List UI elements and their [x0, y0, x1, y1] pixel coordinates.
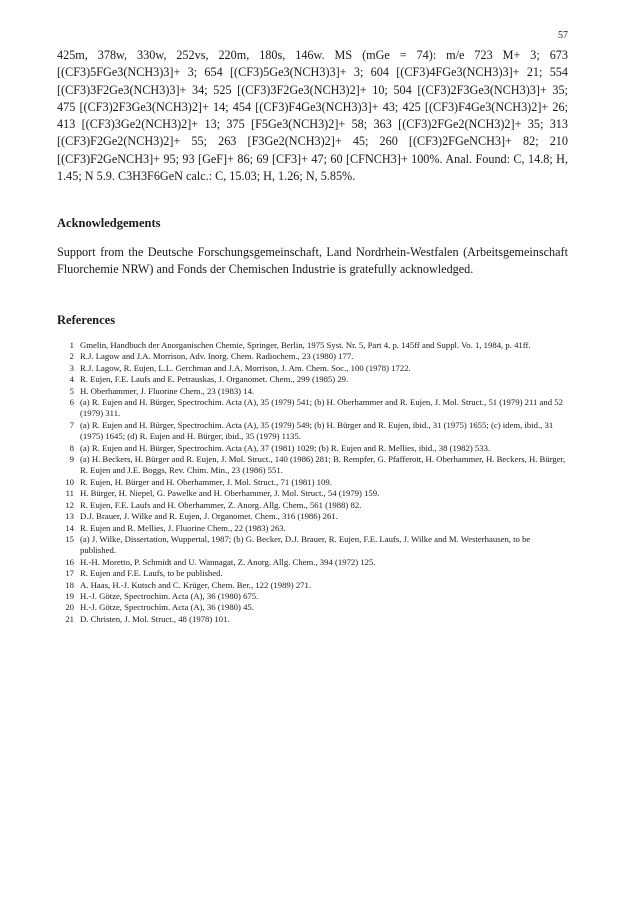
- reference-text: H.-J. Götze, Spectrochim. Acta (A), 36 (1980) 45.: [80, 602, 254, 613]
- reference-item: [57, 614, 568, 625]
- reference-number: 14: [65, 522, 74, 533]
- references-heading: References: [57, 313, 116, 327]
- reference-item: [57, 363, 568, 374]
- reference-number: 10: [65, 476, 74, 487]
- spectral-data-paragraph: 425m, 378w, 330w, 252vs, 220m, 180s, 146w. MS (mGe = 74): m/e 723 M+ 3; 673 [(CF3)5FGe3(NCH3)3]+ 3; 654 [(CF3)5Ge3(NCH3)3]+ 3; 604 [(CF3)4FGe3(NCH3)3]+ 21; 554 [(CF3)3F2Ge3(NCH3)3]+ 34; 525 [(CF3)3F2Ge3(NCH3)2]+ 10; 504 [(CF3)2F3Ge3(NCH3)3]+ 35; 475 [(CF3)2F3Ge3(NCH3)2]+ 14; 454 [(CF3)F4Ge3(NCH3)3]+ 43; 425 [(CF3)F4Ge3(NCH3)2]+ 26; 413 [(CF3)3Ge2(NCH3)2]+ 13; 375 [F5Ge3(NCH3)2]+ 58; 363 [(CF3)2FGe2(NCH3)2]+ 35; 313 [(CF3)F2Ge2(NCH3)2]+ 55; 263 [F3Ge2(NCH3)2]+ 45; 260 [(CF3)2FGeNCH3]+ 82; 210 [(CF3)F2GeNCH3]+ 95; 93 [GeF]+ 86; 69 [CF3]+ 47; 60 [CFNCH3]+ 100%. Anal. Found: C, 14.8; H, 1.45; N 5.9. C3H3F6GeN calc.: C, 15.03; H, 1.26; N, 5.85%.: [57, 48, 568, 184]
- reference-number: 11: [65, 488, 74, 499]
- reference-text: D.J. Brauer, J. Wilke and R. Eujen, J. Organomet. Chem., 316 (1986) 261.: [80, 511, 338, 522]
- reference-number: 21: [65, 613, 74, 624]
- reference-text: H. Oberhammer, J. Fluorine Chem., 23 (1983) 14.: [80, 385, 255, 396]
- reference-number: 16: [65, 556, 74, 567]
- reference-item: [57, 534, 568, 557]
- reference-number: 2: [69, 351, 74, 362]
- reference-text: R. Eujen, F.E. Laufs and E. Petrauskas, J. Organomet. Chem., 299 (1985) 29.: [80, 374, 349, 385]
- page-number: 57: [558, 30, 568, 41]
- reference-text: (a) J. Wilke, Dissertation, Wuppertal, 1987; (b) G. Becker, D.J. Brauer, R. Eujen, F.E. Laufs, J. Wilke and M. Westerhausen, to be published.: [80, 533, 531, 556]
- reference-number: 13: [65, 511, 74, 522]
- reference-number: 12: [65, 499, 74, 510]
- reference-item: [57, 420, 568, 443]
- acknowledgements-body: Support from the Deutsche Forschungsgemeinschaft, Land Nordrhein-Westfalen (Arbeitsgemeinschaft Fluorchemie NRW) and Fonds der Chemischen Industrie is gratefully acknowledged.: [57, 245, 568, 277]
- reference-list: [57, 340, 568, 625]
- reference-text: R. Eujen and F.E. Laufs, to be published.: [80, 568, 223, 579]
- reference-item: [57, 454, 568, 477]
- reference-text: A. Haas, H.-J. Kutsch and C. Krüger, Chem. Ber., 122 (1989) 271.: [80, 579, 312, 590]
- reference-item: [57, 511, 568, 522]
- reference-text: (a) R. Eujen and H. Bürger, Spectrochim. Acta (A), 35 (1979) 549; (b) H. Bürger and R. Eujen, ibid., 31 (1975) 1655; (c) idem, ibid., 31 (1975) 1645; (d) R. Eujen and H. Bürger, ibid., 35 (1979) 1135.: [80, 419, 554, 442]
- acknowledgements-heading: Acknowledgements: [57, 216, 161, 230]
- reference-item: [57, 568, 568, 579]
- reference-item: [57, 397, 568, 420]
- reference-text: R.J. Lagow, R. Eujen, L.L. Gerchman and J.A. Morrison, J. Am. Chem. Soc., 100 (1978) 1722.: [80, 362, 411, 373]
- reference-number: 20: [65, 602, 74, 613]
- reference-item: [57, 374, 568, 385]
- reference-number: 7: [69, 419, 74, 430]
- reference-item: [57, 500, 568, 511]
- reference-number: 17: [65, 568, 74, 579]
- reference-item: [57, 351, 568, 362]
- reference-item: [57, 340, 568, 351]
- reference-text: (a) R. Eujen and H. Bürger, Spectrochim. Acta (A), 35 (1979) 541; (b) H. Oberhammer and R. Eujen, J. Mol. Struct., 51 (1979) 211 and 52 (1979) 311.: [80, 397, 563, 419]
- reference-number: 1: [69, 340, 74, 350]
- reference-number: 9: [69, 454, 74, 465]
- reference-text: H. Bürger, H. Niepel, G. Pawelke and H. Oberhammer, J. Mol. Struct., 54 (1979) 159.: [80, 488, 380, 499]
- reference-number: 6: [69, 397, 74, 408]
- reference-item: [57, 386, 568, 397]
- reference-number: 19: [65, 590, 74, 601]
- reference-number: 4: [69, 374, 74, 385]
- reference-text: R.J. Lagow and J.A. Morrison, Adv. Inorg. Chem. Radiochem., 23 (1980) 177.: [80, 351, 354, 362]
- reference-text: (a) R. Eujen and H. Bürger, Spectrochim. Acta (A), 37 (1981) 1029; (b) R. Eujen and R. Mellies, ibid., 38 (1982) 533.: [80, 442, 491, 453]
- reference-item: [57, 488, 568, 499]
- reference-text: R. Eujen and R. Mellies, J. Fluorine Chem., 22 (1983) 263.: [80, 522, 286, 533]
- reference-item: [57, 443, 568, 454]
- reference-number: 3: [69, 362, 74, 373]
- reference-text: R. Eujen, H. Bürger and H. Oberhammer, J. Mol. Struct., 71 (1981) 109.: [80, 476, 332, 487]
- reference-text: R. Eujen, F.E. Laufs and H. Oberhammer, Z. Anorg. Allg. Chem., 561 (1988) 82.: [80, 499, 362, 510]
- reference-text: H.-J. Götze, Spectrochim. Acta (A), 36 (1980) 675.: [80, 590, 259, 601]
- reference-item: [57, 591, 568, 602]
- reference-number: 18: [65, 579, 74, 590]
- reference-text: Gmelin, Handbuch der Anorganischen Chemie, Springer, Berlin, 1975 Syst. Nr. 5, Part 4, p. 145ff and Suppl. Vo. 1, 1984, p. 41ff.: [80, 340, 531, 350]
- reference-item: [57, 602, 568, 613]
- reference-number: 15: [65, 533, 74, 544]
- reference-item: [57, 523, 568, 534]
- reference-text: D. Christen, J. Mol. Struct., 48 (1978) 101.: [80, 613, 230, 624]
- reference-text: H.-H. Moretto, P. Schmidt and U. Wannagat, Z. Anorg. Allg. Chem., 394 (1972) 125.: [80, 556, 376, 567]
- reference-item: [57, 477, 568, 488]
- reference-number: 8: [69, 442, 74, 453]
- reference-item: [57, 580, 568, 591]
- reference-text: (a) H. Beckers, H. Bürger and R. Eujen, J. Mol. Struct., 140 (1986) 281; B. Rempfer, G. Pfafferott, H. Oberhammer, H. Beckers, H. Bürger, R. Eujen and J.E. Boggs, Rev. Chim. Min., 23 (1986) 551.: [80, 454, 566, 476]
- reference-number: 5: [69, 385, 74, 396]
- reference-item: [57, 557, 568, 568]
